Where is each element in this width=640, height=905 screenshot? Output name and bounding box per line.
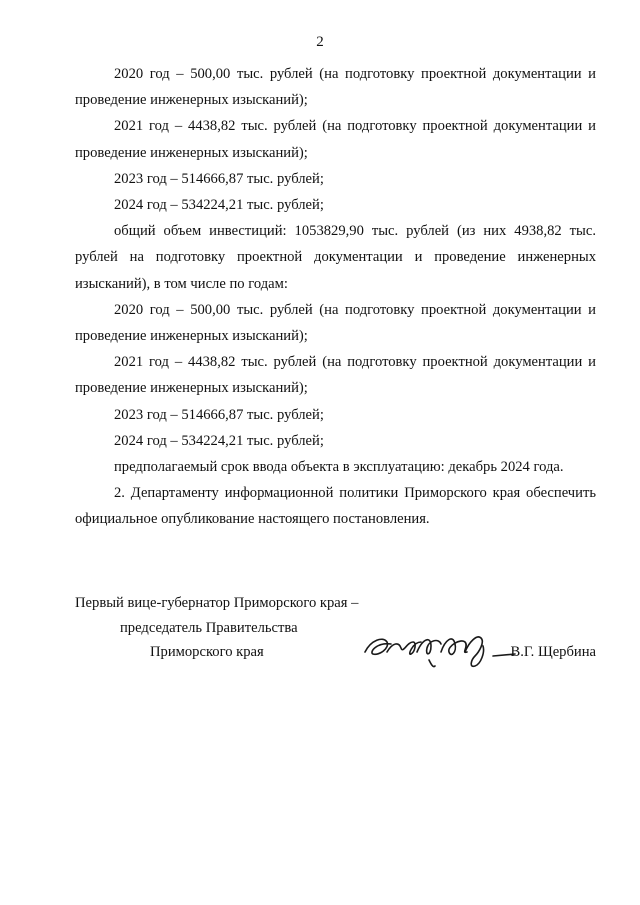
paragraph-total-investment: общий объем инвестиций: 1053829,90 тыс. рублей (из них 4938,82 тыс. рублей на подготовку проектной документации и проведение инженерных изысканий), в том числе по годам: <box>75 223 596 292</box>
paragraph-2023-amount-repeat: 2023 год – 514666,87 тыс. рублей; <box>114 406 324 423</box>
signatory-position-line3: Приморского края <box>150 644 264 660</box>
paragraph-2020-design: 2020 год – 500,00 тыс. рублей (на подготовку проектной документации и проведение инженерных изысканий); <box>75 66 596 109</box>
signature-block <box>75 592 596 672</box>
signatory-position-line1: Первый вице-губернатор Приморского края – <box>75 595 359 611</box>
paragraph-2024-amount-repeat: 2024 год – 534224,21 тыс. рублей; <box>114 432 324 449</box>
paragraph-2021-design-repeat: 2021 год – 4438,82 тыс. рублей (на подготовку проектной документации и проведение инженерных изысканий); <box>75 354 596 397</box>
document-body <box>75 61 596 533</box>
paragraph-commissioning-date: предполагаемый срок ввода объекта в эксплуатацию: декабрь 2024 года. <box>114 459 564 476</box>
handwritten-signature <box>357 612 517 672</box>
paragraph-2020-design-repeat: 2020 год – 500,00 тыс. рублей (на подготовку проектной документации и проведение инженерных изысканий); <box>75 301 596 345</box>
signatory-name: В.Г. Щербина <box>510 644 596 660</box>
page-number: 2 <box>316 34 324 50</box>
paragraph-2023-amount: 2023 год – 514666,87 тыс. рублей; <box>114 170 324 187</box>
paragraph-2021-design: 2021 год – 4438,82 тыс. рублей (на подготовку проектной документации и проведение инженерных изысканий); <box>75 118 596 161</box>
signatory-position-line2: председатель Правительства <box>120 620 298 636</box>
paragraph-publication-order: 2. Департаменту информационной политики Приморского края обеспечить официальное опубликование настоящего постановления. <box>75 485 596 528</box>
paragraph-2024-amount: 2024 год – 534224,21 тыс. рублей; <box>114 197 324 214</box>
